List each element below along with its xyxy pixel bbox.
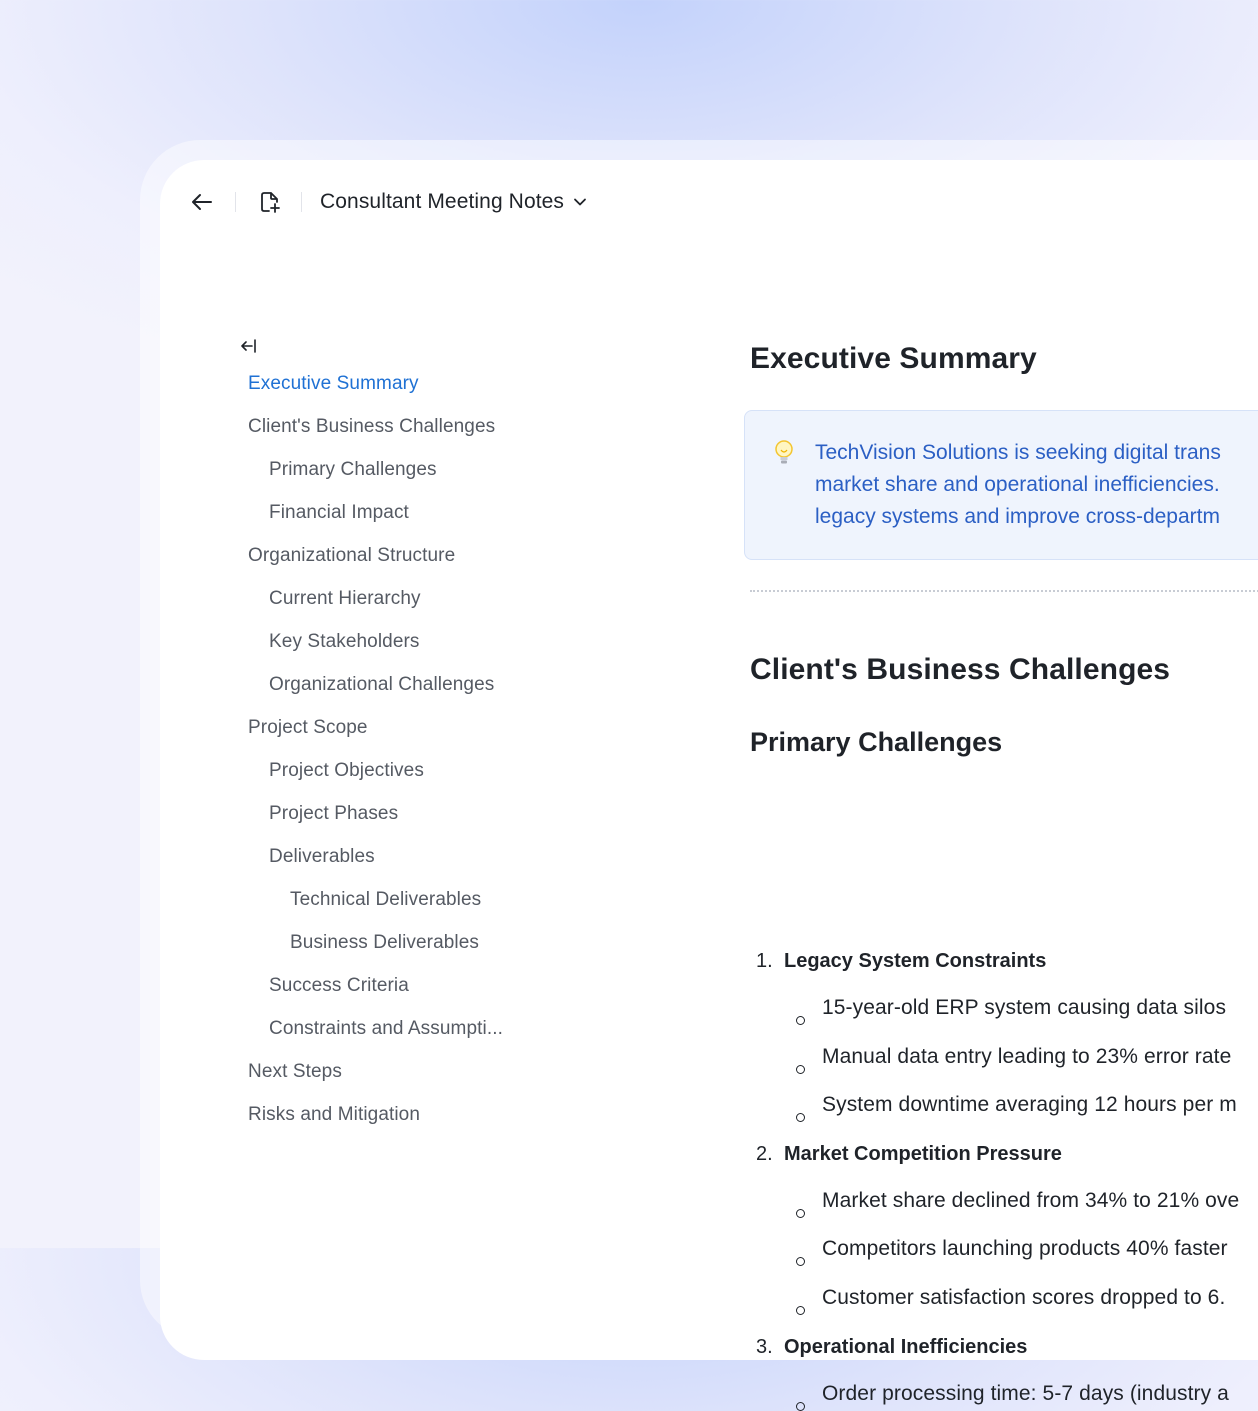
list-number: 2. [756, 1143, 773, 1165]
list-number: 1. [756, 950, 773, 972]
list-item: Customer satisfaction scores dropped to 6. [822, 1286, 1226, 1309]
bullet-icon [796, 1306, 805, 1315]
outline-item[interactable]: Technical Deliverables [290, 889, 482, 910]
outline-item[interactable]: Current Hierarchy [269, 588, 421, 609]
list-item: 15-year-old ERP system causing data silos [822, 996, 1227, 1019]
list-item-title: Market Competition Pressure [784, 1143, 1062, 1165]
outline-item[interactable]: Financial Impact [269, 502, 409, 523]
section-heading-executive-summary: Executive Summary [750, 342, 1037, 375]
back-button[interactable] [188, 188, 216, 216]
chevron-down-icon [573, 197, 587, 207]
top-bar [160, 160, 1258, 244]
callout-text [815, 437, 1258, 533]
section-divider [750, 590, 1258, 592]
outline-item[interactable]: Organizational Challenges [269, 674, 495, 695]
list-item-title: Operational Inefficiencies [784, 1336, 1028, 1358]
section-heading-business-challenges: Client's Business Challenges [750, 653, 1171, 686]
list-item: Market share declined from 34% to 21% ove [822, 1189, 1240, 1212]
bullet-icon [796, 1065, 805, 1074]
lightbulb-icon [773, 439, 795, 467]
bullet-icon [796, 1257, 805, 1266]
arrow-left-icon [191, 193, 213, 211]
list-item-title: Legacy System Constraints [784, 950, 1047, 972]
bullet-icon [796, 1113, 805, 1122]
new-document-icon [258, 190, 282, 214]
document-title-dropdown[interactable] [320, 187, 587, 217]
list-item: Competitors launching products 40% faster [822, 1237, 1228, 1260]
document-window [160, 160, 1258, 1405]
outline-item[interactable]: Key Stakeholders [269, 631, 420, 652]
list-number: 3. [756, 1336, 773, 1358]
outline-item[interactable]: Organizational Structure [248, 545, 456, 566]
bullet-icon [796, 1209, 805, 1218]
list-item: System downtime averaging 12 hours per m [822, 1093, 1237, 1116]
outline-item[interactable]: Project Scope [248, 717, 368, 738]
outline-item[interactable]: Risks and Mitigation [248, 1104, 421, 1125]
outline-item[interactable]: Project Objectives [269, 760, 424, 781]
callout-line: legacy systems and improve cross-departm [815, 505, 1220, 528]
bullet-icon [796, 1016, 805, 1025]
new-document-button[interactable] [256, 188, 284, 216]
summary-callout [744, 410, 1258, 560]
outline-item[interactable]: Primary Challenges [269, 459, 437, 480]
collapse-outline-button[interactable] [240, 338, 262, 358]
toolbar-divider [235, 192, 236, 212]
subheading-primary-challenges: Primary Challenges [750, 727, 1003, 757]
outline-item[interactable]: Constraints and Assumpti... [269, 1018, 503, 1039]
toolbar-divider [301, 192, 302, 212]
bullet-icon [796, 1402, 805, 1411]
document-title: Consultant Meeting Notes [320, 190, 565, 213]
outline-item[interactable]: Business Deliverables [290, 932, 480, 953]
collapse-left-icon [240, 338, 258, 354]
outline-item[interactable]: Project Phases [269, 803, 399, 824]
callout-line: TechVision Solutions is seeking digital trans [815, 441, 1221, 464]
list-item: Order processing time: 5-7 days (industry a [822, 1382, 1229, 1405]
outline-item[interactable]: Executive Summary [248, 373, 419, 394]
callout-line: market share and operational inefficiencies. [815, 473, 1220, 496]
outline-item[interactable]: Client's Business Challenges [248, 416, 496, 437]
outline-item[interactable]: Success Criteria [269, 975, 409, 996]
outline-item[interactable]: Deliverables [269, 846, 375, 867]
list-item: Manual data entry leading to 23% error rate [822, 1045, 1232, 1068]
outline-item[interactable]: Next Steps [248, 1061, 342, 1082]
